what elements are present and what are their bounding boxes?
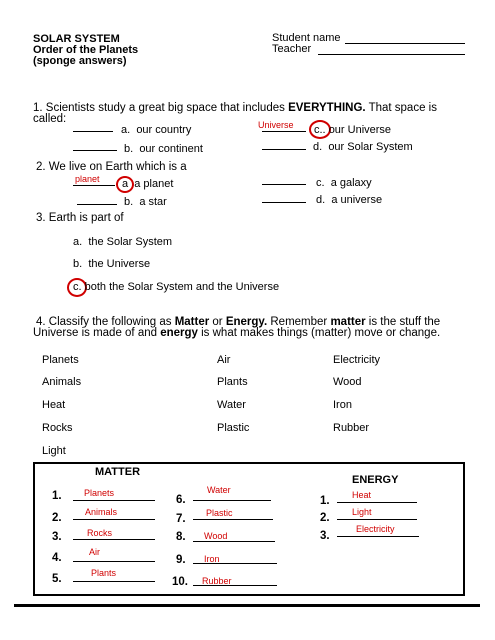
- energy-answer-3: Electricity: [356, 524, 395, 534]
- q1-text-line1: 1. Scientists study a great big space that includes EVERYTHING. That space is: [33, 102, 437, 114]
- q4-text-line1: 4. Classify the following as Matter or Energy. Remember matter is the stuff the: [36, 316, 441, 328]
- matter-num-4: 4.: [52, 552, 62, 564]
- matter-num-5: 5.: [52, 573, 62, 585]
- matter-num-9: 9.: [176, 554, 186, 566]
- matter-answer-7: Plastic: [206, 508, 233, 518]
- energy-blank-2[interactable]: [337, 519, 417, 520]
- title-line-2: Order of the Planets: [33, 44, 139, 56]
- energy-blank-1[interactable]: [337, 502, 417, 503]
- matter-answer-6: Water: [207, 485, 231, 495]
- q2-c-blank[interactable]: [262, 184, 306, 185]
- q1-d-blank[interactable]: [262, 149, 306, 150]
- matter-num-1: 1.: [52, 490, 62, 502]
- title-line-1: SOLAR SYSTEM: [33, 33, 120, 45]
- q1-answer: Universe: [258, 120, 294, 130]
- matter-blank-6[interactable]: [193, 500, 271, 501]
- q2-d-blank[interactable]: [262, 202, 306, 203]
- energy-answer-1: Heat: [352, 490, 372, 500]
- matter-num-6: 6.: [176, 494, 186, 506]
- word-rocks: Rocks: [42, 422, 73, 434]
- matter-blank-5[interactable]: [73, 581, 155, 582]
- word-iron: Iron: [333, 399, 352, 411]
- energy-blank-3[interactable]: [337, 536, 419, 537]
- matter-answer-9: Iron: [204, 554, 220, 564]
- matter-heading: MATTER: [95, 466, 141, 478]
- q1-option-c: c.. our Universe: [314, 124, 392, 136]
- q2-option-a: a a planet: [122, 178, 174, 190]
- teacher-label: Teacher: [272, 43, 312, 55]
- matter-blank-1[interactable]: [73, 500, 155, 501]
- word-light: Light: [42, 445, 66, 457]
- matter-answer-10: Rubber: [202, 576, 232, 586]
- q2-a-blank[interactable]: [73, 185, 115, 186]
- teacher-field[interactable]: [318, 54, 465, 55]
- student-name-label: Student name: [272, 32, 341, 44]
- q2-option-c: c. a galaxy: [316, 177, 372, 189]
- matter-blank-2[interactable]: [73, 519, 155, 520]
- q2-option-b: b. a star: [124, 196, 167, 208]
- q1-option-b: b. our continent: [124, 143, 203, 155]
- word-animals: Animals: [42, 376, 82, 388]
- matter-answer-1: Planets: [84, 488, 115, 498]
- matter-answer-2: Animals: [85, 507, 118, 517]
- q1-option-d: d. our Solar System: [313, 141, 413, 153]
- word-plastic: Plastic: [217, 422, 250, 434]
- matter-num-3: 3.: [52, 531, 62, 543]
- word-water: Water: [217, 399, 246, 411]
- matter-answer-4: Air: [89, 547, 100, 557]
- matter-answer-5: Plants: [91, 568, 117, 578]
- energy-answer-2: Light: [352, 507, 372, 517]
- matter-blank-8[interactable]: [193, 541, 275, 542]
- matter-answer-8: Wood: [204, 531, 228, 541]
- student-name-field[interactable]: [345, 43, 465, 44]
- matter-blank-4[interactable]: [73, 561, 155, 562]
- matter-blank-7[interactable]: [193, 519, 273, 520]
- q3-option-c: c. both the Solar System and the Universe: [73, 281, 280, 293]
- word-heat: Heat: [42, 399, 66, 411]
- q1-c-blank[interactable]: [262, 131, 306, 132]
- title-line-3: (sponge answers): [33, 55, 127, 67]
- energy-heading: ENERGY: [352, 474, 399, 486]
- q1-text-line2: called:: [33, 113, 67, 125]
- q3-option-b: b. the Universe: [73, 258, 151, 270]
- q1-option-a: a. our country: [121, 124, 192, 136]
- q1-b-blank[interactable]: [73, 150, 117, 151]
- matter-num-8: 8.: [176, 531, 186, 543]
- matter-num-7: 7.: [176, 513, 186, 525]
- q2-b-blank[interactable]: [77, 204, 117, 205]
- q4-text-line2: Universe is made of and energy is what makes things (matter) move or change.: [33, 327, 441, 339]
- energy-num-2: 2.: [320, 512, 330, 524]
- q1-a-blank[interactable]: [73, 131, 113, 132]
- word-rubber: Rubber: [333, 422, 370, 434]
- matter-num-10: 10.: [172, 576, 188, 588]
- word-plants: Plants: [217, 376, 248, 388]
- energy-num-3: 3.: [320, 530, 330, 542]
- q2-option-d: d. a universe: [316, 194, 383, 206]
- q2-text: 2. We live on Earth which is a: [36, 161, 187, 173]
- word-electricity: Electricity: [333, 354, 381, 366]
- matter-blank-10[interactable]: [193, 585, 277, 586]
- matter-blank-3[interactable]: [73, 539, 155, 540]
- q3-text: 3. Earth is part of: [36, 212, 124, 224]
- matter-answer-3: Rocks: [87, 528, 113, 538]
- bottom-rule: [14, 604, 480, 607]
- word-air: Air: [217, 354, 231, 366]
- energy-num-1: 1.: [320, 495, 330, 507]
- matter-num-2: 2.: [52, 512, 62, 524]
- q2-answer: planet: [75, 174, 100, 184]
- matter-blank-9[interactable]: [193, 563, 277, 564]
- word-wood: Wood: [333, 376, 362, 388]
- word-planets: Planets: [42, 354, 79, 366]
- q3-option-a: a. the Solar System: [73, 236, 173, 248]
